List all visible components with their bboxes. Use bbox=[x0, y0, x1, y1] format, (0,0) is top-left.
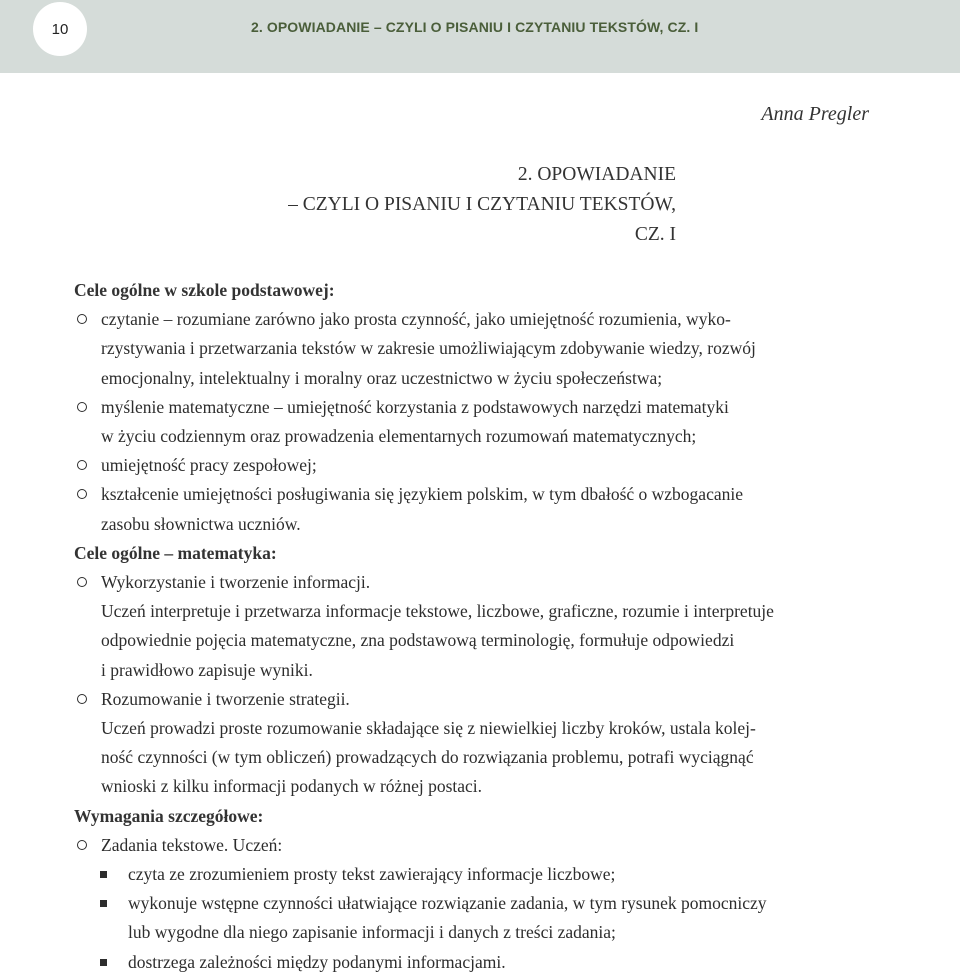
chapter-title-line: 2. OPOWIADANIE bbox=[517, 164, 676, 185]
goal-title: Rozumowanie i tworzenie strategii. bbox=[101, 688, 350, 709]
text-line: wnioski z kilku informacji podanych w różnej postaci. bbox=[101, 776, 483, 797]
sub-list-item bbox=[74, 948, 874, 977]
circle-bullet-icon bbox=[77, 402, 87, 412]
circle-bullet-icon bbox=[77, 460, 87, 470]
goal-title: Wykorzystanie i tworzenie informacji. bbox=[101, 572, 371, 593]
list-item bbox=[74, 451, 874, 480]
text-line: Zadania tekstowe. Uczeń: bbox=[101, 834, 283, 855]
text-line: ność czynności (w tym obliczeń) prowadzących do rozwiązania problemu, potrafi wyciągnąć bbox=[101, 747, 754, 768]
square-bullet-icon bbox=[100, 871, 107, 878]
sub-list-item bbox=[74, 860, 874, 889]
circle-bullet-icon bbox=[77, 694, 87, 704]
detailed-requirements-heading: Wymagania szczegółowe: bbox=[74, 805, 264, 826]
text-line: dostrzega zależności między podanymi informacjami. bbox=[128, 951, 506, 972]
author-name: Anna Pregler bbox=[761, 103, 869, 125]
list-item bbox=[74, 831, 874, 860]
square-bullet-icon bbox=[100, 959, 107, 966]
text-line: Uczeń interpretuje i przetwarza informacje tekstowe, liczbowe, graficzne, rozumie i interpretuje bbox=[101, 601, 774, 622]
text-line: czyta ze zrozumieniem prosty tekst zawierający informacje liczbowe; bbox=[128, 864, 616, 885]
text-line: Uczeń prowadzi proste rozumowanie składające się z niewielkiej liczby kroków, ustala kolej- bbox=[101, 718, 756, 739]
running-title: 2. OPOWIADANIE – CZYLI O PISANIU I CZYTANIU TEKSTÓW, CZ. I bbox=[251, 19, 699, 35]
text-line: odpowiednie pojęcia matematyczne, zna podstawową terminologię, formułuje odpowiedzi bbox=[101, 630, 735, 651]
goal-description bbox=[74, 714, 874, 802]
text-line: zasobu słownictwa uczniów. bbox=[101, 513, 301, 534]
text-line: rzystywania i przetwarzania tekstów w zakresie umożliwiającym zdobywanie wiedzy, rozwój bbox=[101, 338, 756, 359]
general-goals-heading: Cele ogólne w szkole podstawowej: bbox=[74, 280, 335, 300]
main-content bbox=[74, 276, 874, 977]
list-item bbox=[74, 480, 874, 538]
text-line: w życiu codziennym oraz prowadzenia elementarnych rozumowań matematycznych; bbox=[101, 426, 697, 447]
header-band bbox=[0, 0, 960, 73]
chapter-title-line: CZ. I bbox=[634, 224, 676, 245]
text-line: wykonuje wstępne czynności ułatwiające rozwiązanie zadania, w tym rysunek pomocniczy bbox=[128, 893, 767, 914]
circle-bullet-icon bbox=[77, 314, 87, 324]
text-line: myślenie matematyczne – umiejętność korzystania z podstawowych narzędzi matematyki bbox=[101, 396, 729, 417]
text-line: umiejętność pracy zespołowej; bbox=[101, 455, 317, 476]
text-line: i prawidłowo zapisuje wyniki. bbox=[101, 659, 313, 680]
chapter-title-line: – CZYLI O PISANIU I CZYTANIU TEKSTÓW, bbox=[288, 194, 676, 215]
circle-bullet-icon bbox=[77, 840, 87, 850]
list-item bbox=[74, 568, 874, 597]
goal-description bbox=[74, 597, 874, 685]
circle-bullet-icon bbox=[77, 577, 87, 587]
chapter-title bbox=[200, 160, 676, 250]
circle-bullet-icon bbox=[77, 489, 87, 499]
list-item bbox=[74, 305, 874, 393]
page-number: 10 bbox=[33, 2, 87, 56]
list-item bbox=[74, 393, 874, 451]
text-line: emocjonalny, intelektualny i moralny oraz uczestnictwo w życiu społeczeństwa; bbox=[101, 367, 663, 388]
text-line: kształcenie umiejętności posługiwania się językiem polskim, w tym dbałość o wzbogacanie bbox=[101, 484, 743, 505]
math-goals-heading: Cele ogólne – matematyka: bbox=[74, 542, 277, 563]
text-line: czytanie – rozumiane zarówno jako prosta czynność, jako umiejętność rozumienia, wyko- bbox=[101, 309, 731, 330]
sub-list-item bbox=[74, 889, 874, 947]
text-line: lub wygodne dla niego zapisanie informacji i danych z treści zadania; bbox=[128, 922, 616, 943]
square-bullet-icon bbox=[100, 900, 107, 907]
list-item bbox=[74, 685, 874, 714]
